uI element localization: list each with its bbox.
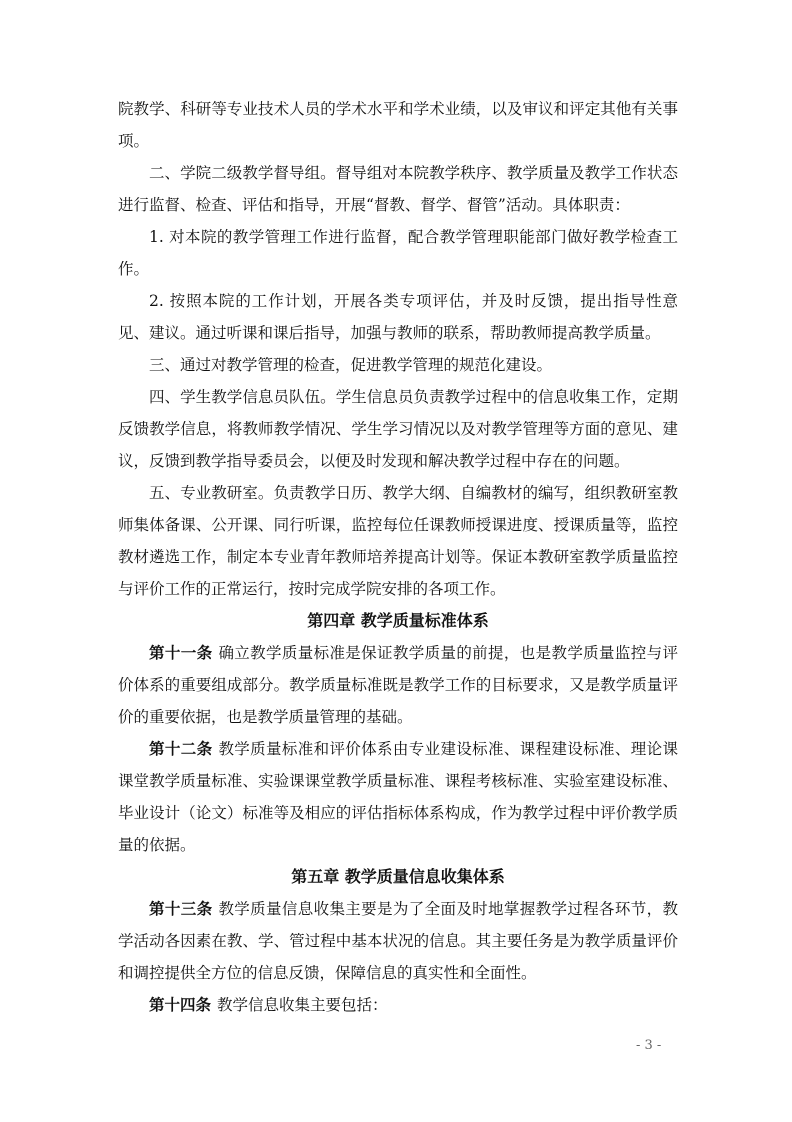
paragraph-supervision-group: 二、学院二级教学督导组。督导组对本院教学秩序、教学质量及教学工作状态进行监督、检查、评估和指导，开展“督教、督学、督管”活动。具体职责： — [118, 164, 678, 214]
paragraph-duty-1: 1. 对本院的教学管理工作进行监督，配合教学管理职能部门做好教学检查工作。 — [118, 228, 678, 278]
paragraph-teaching-office: 五、专业教研室。负责教学日历、教学大纲、自编教材的编写，组织教研室教师集体备课、公开课、同行听课，监控每位任课教师授课进度、授课质量等，监控教材遴选工作，制定本专业青年教师培养提高计划等。保证本教研室教学质量监控与评价工作的正常运行，按时完成学院安排的各项工作。 — [118, 484, 678, 598]
article-14-text: 教学信息收集主要包括： — [217, 996, 388, 1014]
article-13-label: 第十三条 — [149, 900, 213, 918]
paragraph-student-informants: 四、学生教学信息员队伍。学生信息员负责教学过程中的信息收集工作，定期反馈教学信息，将教师教学情况、学生学习情况以及对教学管理等方面的意见、建议，反馈到教学指导委员会，以便及时发现和解决教学过程中存在的问题。 — [118, 388, 678, 470]
article-11-text: 确立教学质量标准是保证教学质量的前提，也是教学质量监控与评价体系的重要组成部分。教学质量标准既是教学工作的目标要求，又是教学质量评价的重要依据，也是教学质量管理的基础。 — [118, 644, 678, 726]
page-number: - 3 - — [636, 1038, 662, 1053]
article-13-text: 教学质量信息收集主要是为了全面及时地掌握教学过程各环节，教学活动各因素在教、学、管过程中基本状况的信息。其主要任务是为教学质量评价和调控提供全方位的信息反馈，保障信息的真实性和全面性。 — [118, 900, 678, 982]
article-14 — [118, 989, 678, 1021]
paragraph-duty-2: 2. 按照本院的工作计划，开展各类专项评估，并及时反馈，提出指导性意见、建议。通过听课和课后指导，加强与教师的联系，帮助教师提高教学质量。 — [118, 292, 678, 342]
article-14-label: 第十四条 — [149, 996, 212, 1014]
paragraph-continued: 院教学、科研等专业技术人员的学术水平和学术业绩，以及审议和评定其他有关事项。 — [118, 100, 678, 150]
article-12-label: 第十二条 — [149, 740, 213, 758]
article-13 — [118, 893, 678, 989]
document-body — [118, 93, 678, 1021]
chapter-4-heading: 第四章 教学质量标准体系 — [307, 611, 489, 630]
article-11 — [118, 637, 678, 733]
article-12 — [118, 733, 678, 861]
chapter-5-heading: 第五章 教学质量信息收集体系 — [291, 867, 505, 886]
article-12-text: 教学质量标准和评价体系由专业建设标准、课程建设标准、理论课课堂教学质量标准、实验课课堂教学质量标准、课程考核标准、实验室建设标准、毕业设计（论文）标准等及相应的评估指标体系构成，作为教学过程中评价教学质量的依据。 — [118, 740, 678, 854]
article-11-label: 第十一条 — [149, 644, 213, 662]
paragraph-item-3: 三、通过对教学管理的检查，促进教学管理的规范化建设。 — [149, 356, 553, 374]
